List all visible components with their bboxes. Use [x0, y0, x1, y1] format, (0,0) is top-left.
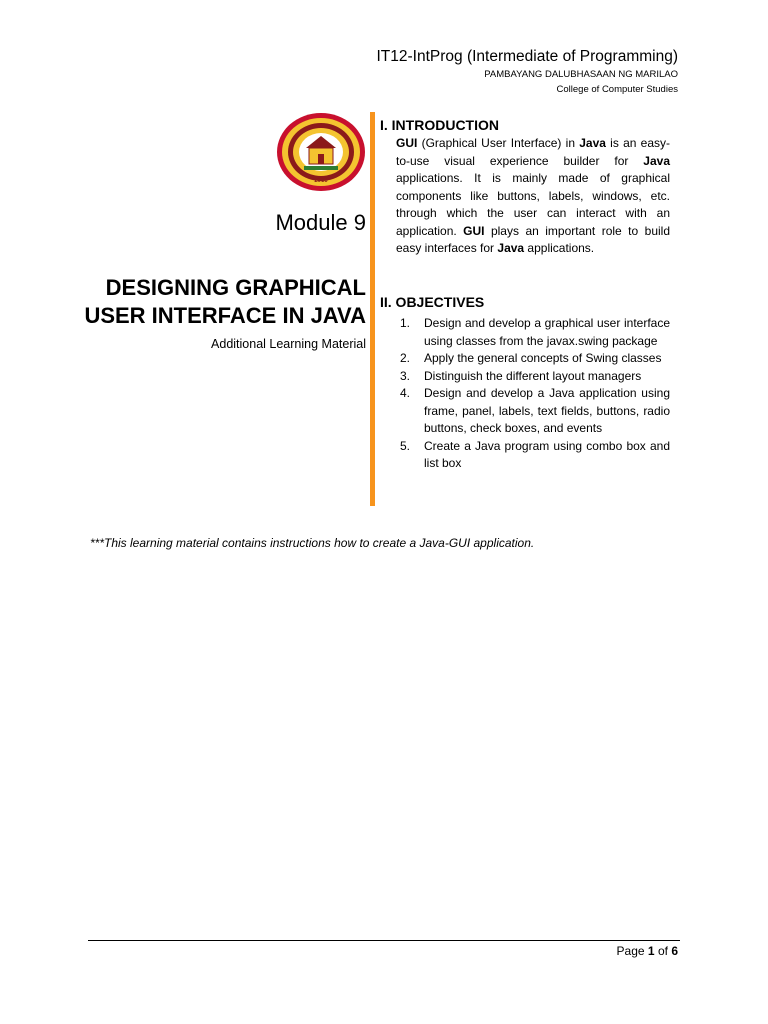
objective-number: 1.: [400, 316, 411, 330]
objective-text: Design and develop a graphical user interface using classes from the javax.swing package: [424, 316, 670, 348]
introduction-paragraph: [396, 135, 670, 258]
accent-divider: [370, 112, 375, 506]
intro-keyword: Java: [497, 241, 525, 255]
page-of-word: of: [657, 944, 668, 958]
intro-keyword: GUI: [396, 136, 418, 150]
objectives-list: [396, 315, 670, 473]
objective-item: [396, 438, 670, 473]
objective-number: 2.: [400, 351, 411, 365]
objective-text: Apply the general concepts of Swing classes: [424, 351, 662, 365]
course-title: IT12-IntProg (Intermediate of Programming): [376, 48, 678, 65]
objective-item: [396, 315, 670, 350]
objective-text: Create a Java program using combo box and list box: [424, 438, 670, 470]
page-total: 6: [671, 944, 678, 958]
module-title-line2: USER INTERFACE IN JAVA: [84, 303, 366, 328]
objective-text: Design and develop a Java application using frame, panel, labels, text fields, buttons, radio buttons, check boxes, and events: [424, 386, 670, 435]
page-number: [617, 944, 678, 958]
intro-keyword: Java: [579, 136, 606, 150]
objective-item: [396, 385, 670, 438]
page-word: Page: [616, 944, 645, 958]
intro-text-segment: applications.: [524, 241, 595, 255]
objective-text: Distinguish the different layout managers: [424, 368, 642, 383]
objective-number: 4.: [400, 386, 411, 400]
page-current: 1: [647, 944, 655, 958]
intro-text-segment: is an easy-to-use visual experience builder for: [396, 136, 670, 168]
intro-text-segment: plays an important role to build easy interfaces for: [396, 223, 670, 255]
learning-note: ***This learning material contains instructions how to create a Java-GUI application.: [90, 536, 535, 550]
intro-text-segment: (Graphical User Interface) in: [417, 136, 580, 150]
module-number: Module 9: [275, 210, 366, 235]
module-title: [84, 274, 366, 330]
introduction-heading: I. INTRODUCTION: [380, 117, 499, 133]
objective-item: [396, 368, 670, 386]
college-name: College of Computer Studies: [556, 84, 678, 95]
school-seal-icon: [276, 112, 366, 192]
module-title-line1: DESIGNING GRAPHICAL: [105, 275, 366, 300]
objective-item: [396, 350, 670, 368]
module-subtitle: Additional Learning Material: [211, 337, 366, 351]
objectives-heading: II. OBJECTIVES: [380, 294, 485, 310]
intro-text-segment: applications. It is mainly made of graphical components like buttons, labels, windows, etc. through which the user can interact with an application.: [396, 171, 670, 238]
objective-number: 3.: [400, 368, 411, 383]
seal-year: 2010: [314, 178, 328, 184]
intro-keyword: GUI: [463, 223, 485, 238]
school-name: PAMBAYANG DALUBHASAAN NG MARILAO: [484, 69, 678, 80]
footer-divider: [88, 940, 680, 941]
intro-keyword: Java: [643, 153, 670, 168]
objective-number: 5.: [400, 438, 411, 453]
